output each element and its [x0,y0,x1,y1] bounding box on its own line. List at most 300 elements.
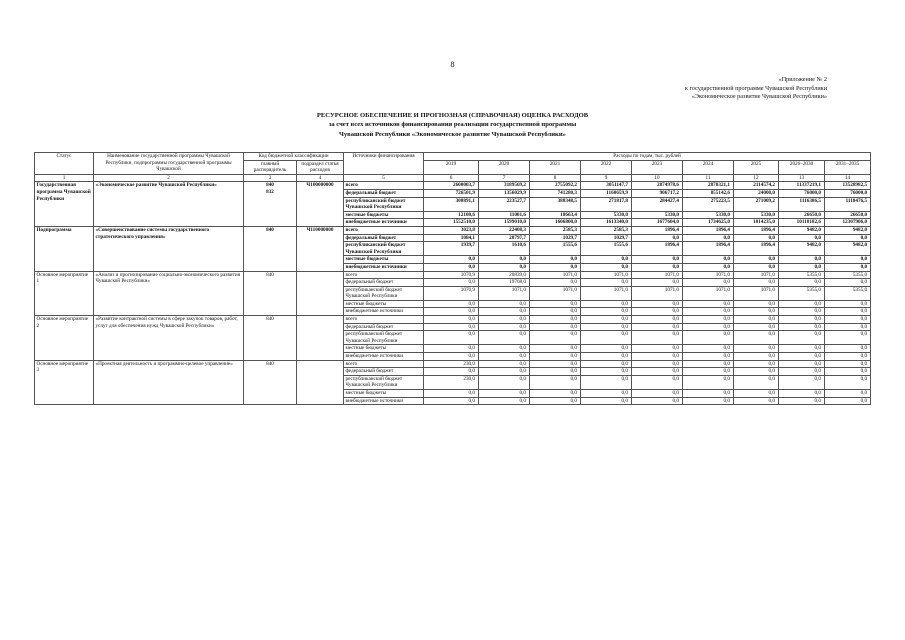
value-cell: 0,0 [424,353,479,361]
value-cell: 0,0 [530,308,581,316]
section-code-cell: Ч100000000 [297,182,344,227]
value-cell: 0,0 [683,397,734,405]
value-cell: 0,0 [683,345,734,353]
value-cell: 0,0 [530,263,581,271]
value-cell: 0,0 [825,263,871,271]
value-cell: 0,0 [683,263,734,271]
value-cell: 1071,0 [581,271,632,279]
appendix-note [685,76,827,102]
appendix-line: «Экономическое развитие Чувашской Республики» [691,93,827,101]
value-cell: 0,0 [632,234,683,242]
value-cell: 1071,0 [479,286,530,300]
name-cell: «Проектная деятельность и программно-целевое управление» [94,360,244,405]
value-cell: 0,0 [479,316,530,324]
value-cell: 5355,0 [779,271,825,279]
value-cell: 0,0 [479,360,530,368]
section-code-cell [297,360,344,405]
value-cell: 0,0 [479,397,530,405]
header-expenses: Расходы по годам, тыс. рублей [424,153,871,161]
value-cell: 1118476,5 [825,197,871,211]
grbs-code: 840 [266,226,274,233]
header-year: 2031–2035 [825,160,871,174]
value-cell: 0,0 [734,375,779,389]
source-cell: федеральный бюджет [344,279,424,287]
value-cell: 0,0 [424,323,479,331]
header-year: 2024 [683,160,734,174]
value-cell: 0,0 [779,234,825,242]
value-cell: 230,0 [424,375,479,389]
value-cell: 0,0 [581,345,632,353]
value-cell: 1071,0 [734,271,779,279]
value-cell: 0,0 [825,360,871,368]
value-cell: 0,0 [632,331,683,345]
value-cell: 906717,2 [632,189,683,197]
header-year: 2026–2030 [779,160,825,174]
value-cell: 0,0 [734,360,779,368]
value-cell: 0,0 [683,360,734,368]
header-sources: Источники финансирования [344,153,424,175]
column-number: 4 [297,174,344,182]
value-cell: 0,0 [734,300,779,308]
value-cell: 0,0 [530,353,581,361]
value-cell: 0,0 [683,353,734,361]
value-cell: 2870321,1 [683,182,734,190]
value-cell: 0,0 [479,353,530,361]
value-cell: 0,0 [734,256,779,264]
value-cell: 0,0 [530,323,581,331]
value-cell: 1606800,0 [530,219,581,227]
value-cell: 0,0 [825,375,871,389]
value-cell: 2755092,2 [530,182,581,190]
value-cell: 10118182,6 [779,219,825,227]
source-cell: местные бюджеты [344,256,424,264]
grbs-code: 840 [266,360,274,367]
value-cell: 1029,7 [581,234,632,242]
page-number: 8 [450,60,455,69]
value-cell: 0,0 [779,308,825,316]
value-cell: 0,0 [825,368,871,376]
value-cell: 0,0 [424,256,479,264]
value-cell: 1555,6 [530,242,581,256]
value-cell: 1552510,0 [424,219,479,227]
value-cell: 1896,4 [683,242,734,256]
value-cell: 0,0 [632,300,683,308]
column-number: 14 [825,174,871,182]
value-cell: 741280,3 [530,189,581,197]
value-cell: 223527,7 [479,197,530,211]
value-cell: 2585,3 [581,226,632,234]
value-cell: 1599010,0 [479,219,530,227]
value-cell: 0,0 [632,390,683,398]
value-cell: 22408,3 [479,226,530,234]
value-cell: 18663,4 [530,211,581,219]
value-cell: 1677604,0 [632,219,683,227]
value-cell: 0,0 [734,323,779,331]
value-cell: 2585,3 [530,226,581,234]
column-number: 12 [734,174,779,182]
column-number: 7 [479,174,530,182]
value-cell: 0,0 [530,360,581,368]
value-cell: 5355,0 [825,271,871,279]
source-cell: внебюджетные источники [344,219,424,227]
value-cell: 2114574,2 [734,182,779,190]
value-cell: 0,0 [825,316,871,324]
value-cell: 0,0 [632,345,683,353]
value-cell: 1555,6 [581,242,632,256]
header-section: подраздел статья расходов [297,160,344,174]
value-cell: 0,0 [779,345,825,353]
name-cell: «Развитие контрактной системы в сфере закупок товаров, работ, услуг для обеспечения нужд Чувашской Республики» [94,316,244,361]
value-cell: 275223,5 [683,197,734,211]
value-cell: 9482,0 [825,226,871,234]
value-cell: 5355,0 [779,286,825,300]
column-number: 9 [581,174,632,182]
value-cell: 0,0 [779,263,825,271]
column-number: 8 [530,174,581,182]
title-line: за счет всех источников финансирования реализации государственной программы [328,121,577,129]
value-cell: 1896,4 [734,226,779,234]
value-cell: 0,0 [479,263,530,271]
header-year: 2019 [424,160,479,174]
source-cell: федеральный бюджет [344,234,424,242]
status-cell: Основное мероприятие 2 [35,316,94,361]
value-cell: 0,0 [683,390,734,398]
value-cell: 0,0 [632,279,683,287]
source-cell: федеральный бюджет [344,323,424,331]
value-cell: 0,0 [479,300,530,308]
value-cell: 0,0 [779,316,825,324]
value-cell: 0,0 [581,256,632,264]
grbs-code: 840 [266,316,274,323]
source-cell: всего [344,271,424,279]
value-cell: 1896,4 [734,242,779,256]
value-cell: 0,0 [779,279,825,287]
value-cell: 1071,0 [683,271,734,279]
section-code-cell: Ч110000000 [297,226,344,271]
value-cell: 0,0 [530,316,581,324]
value-cell: 1160659,9 [581,189,632,197]
grbs-cell [244,182,297,227]
table-row [35,360,871,368]
source-cell: внебюджетные источники [344,353,424,361]
appendix-line: к государственной программе Чувашской Республики [684,84,827,92]
value-cell: 0,0 [734,345,779,353]
document-title [0,111,905,139]
value-cell: 76000,0 [825,189,871,197]
status-cell: Основное мероприятие 1 [35,271,94,316]
value-cell: 0,0 [825,345,871,353]
value-cell: 5330,0 [632,211,683,219]
column-number: 1 [35,174,94,182]
value-cell: 284427,4 [632,197,683,211]
value-cell: 855142,6 [683,189,734,197]
value-cell: 0,0 [779,300,825,308]
value-cell: 1896,4 [632,226,683,234]
header-grbs: главный распорядитель [244,160,297,174]
value-cell: 0,0 [632,256,683,264]
value-cell: 0,0 [632,353,683,361]
status-cell: Подпрограмма [35,226,94,271]
name-cell: «Анализ и прогнозирование социально-экономического развития Чувашской Республики» [94,271,244,316]
grbs-cell [244,271,297,316]
value-cell: 0,0 [632,360,683,368]
value-cell: 0,0 [683,375,734,389]
value-cell: 0,0 [683,323,734,331]
value-cell: 3051147,7 [581,182,632,190]
value-cell: 1814235,0 [734,219,779,227]
grbs-code: 840 [266,271,274,278]
value-cell: 0,0 [734,331,779,345]
value-cell: 0,0 [581,323,632,331]
value-cell: 230,0 [424,360,479,368]
value-cell: 0,0 [530,256,581,264]
source-cell: местные бюджеты [344,211,424,219]
column-number: 6 [424,174,479,182]
value-cell: 0,0 [581,375,632,389]
value-cell: 0,0 [825,300,871,308]
source-cell: республиканский бюджет Чувашской Республики [344,375,424,389]
grbs-code: 832 [266,188,274,195]
source-cell: всего [344,226,424,234]
table-row [35,271,871,279]
column-number: 13 [779,174,825,182]
value-cell: 1939,7 [424,242,479,256]
value-cell: 271009,2 [734,197,779,211]
value-cell: 0,0 [734,263,779,271]
value-cell: 0,0 [424,331,479,345]
value-cell: 0,0 [530,397,581,405]
source-cell: республиканский бюджет Чувашской Республики [344,286,424,300]
value-cell: 0,0 [683,234,734,242]
header-status: Статус [35,153,94,175]
value-cell: 0,0 [479,331,530,345]
section-code-cell [297,271,344,316]
value-cell: 0,0 [779,256,825,264]
value-cell: 0,0 [530,300,581,308]
value-cell: 0,0 [779,397,825,405]
value-cell: 0,0 [632,323,683,331]
source-cell: местные бюджеты [344,300,424,308]
value-cell: 0,0 [479,256,530,264]
value-cell: 0,0 [825,279,871,287]
value-cell: 0,0 [734,234,779,242]
value-cell: 271817,8 [581,197,632,211]
value-cell: 26650,0 [825,211,871,219]
header-year: 2023 [632,160,683,174]
value-cell: 0,0 [734,397,779,405]
value-cell: 0,0 [530,390,581,398]
value-cell: 0,0 [424,345,479,353]
grbs-cell [244,360,297,405]
header-year: 2021 [530,160,581,174]
value-cell: 5330,0 [734,211,779,219]
source-cell: федеральный бюджет [344,368,424,376]
source-cell: всего [344,316,424,324]
value-cell: 13528982,5 [825,182,871,190]
value-cell: 20797,7 [479,234,530,242]
value-cell: 0,0 [734,316,779,324]
source-cell: местные бюджеты [344,390,424,398]
value-cell: 1071,0 [734,286,779,300]
value-cell: 1071,0 [581,286,632,300]
value-cell: 1071,0 [632,271,683,279]
value-cell: 0,0 [683,368,734,376]
value-cell: 1734625,0 [683,219,734,227]
value-cell: 1070,9 [424,271,479,279]
value-cell: 0,0 [581,368,632,376]
column-number: 3 [244,174,297,182]
value-cell: 0,0 [779,323,825,331]
name-cell: «Экономическое развитие Чувашской Республики» [94,182,244,227]
value-cell: 1071,0 [530,271,581,279]
value-cell: 0,0 [479,368,530,376]
value-cell: 20839,0 [479,271,530,279]
source-cell: внебюджетные источники [344,263,424,271]
value-cell: 11337219,1 [779,182,825,190]
value-cell: 0,0 [479,345,530,353]
value-cell: 0,0 [424,263,479,271]
value-cell: 0,0 [424,368,479,376]
value-cell: 0,0 [530,331,581,345]
value-cell: 19768,0 [479,279,530,287]
value-cell: 0,0 [581,279,632,287]
value-cell: 0,0 [779,331,825,345]
value-cell: 0,0 [683,279,734,287]
table-row [35,316,871,324]
title-line: Чувашской Республики «Экономическое развитие Чувашской Республики» [339,130,566,138]
value-cell: 0,0 [632,397,683,405]
value-cell: 0,0 [581,353,632,361]
value-cell: 76000,0 [779,189,825,197]
value-cell: 0,0 [479,323,530,331]
value-cell: 0,0 [825,323,871,331]
section-code-cell [297,316,344,361]
source-cell: республиканский бюджет Чувашской Республики [344,331,424,345]
value-cell: 0,0 [581,360,632,368]
value-cell: 3189569,2 [479,182,530,190]
header-year: 2025 [734,160,779,174]
value-cell: 0,0 [479,390,530,398]
value-cell: 1896,4 [632,242,683,256]
value-cell: 0,0 [779,360,825,368]
value-cell: 0,0 [424,308,479,316]
value-cell: 726501,9 [424,189,479,197]
value-cell: 0,0 [683,308,734,316]
value-cell: 11001,6 [479,211,530,219]
source-cell: всего [344,360,424,368]
title-line: РЕСУРСНОЕ ОБЕСПЕЧЕНИЕ И ПРОГНОЗНАЯ (СПРАВОЧНАЯ) ОЦЕНКА РАСХОДОВ [316,112,589,119]
appendix-line: «Приложение № 2 [778,76,827,83]
column-number-row [35,174,871,182]
value-cell: 1610,6 [479,242,530,256]
header-name: Наименование государственной программы Чувашской Республики, подпрограммы государственной программы Чувашской [94,153,244,175]
value-cell: 0,0 [825,353,871,361]
value-cell: 0,0 [779,368,825,376]
value-cell: 0,0 [825,234,871,242]
value-cell: 0,0 [683,256,734,264]
value-cell: 0,0 [530,345,581,353]
value-cell: 1613340,0 [581,219,632,227]
value-cell: 0,0 [825,331,871,345]
value-cell: 1896,4 [683,226,734,234]
value-cell: 0,0 [734,279,779,287]
value-cell: 5355,0 [825,286,871,300]
value-cell: 1071,0 [632,286,683,300]
header-year: 2020 [479,160,530,174]
value-cell: 0,0 [581,316,632,324]
column-number: 10 [632,174,683,182]
source-cell: внебюджетные источники [344,308,424,316]
value-cell: 0,0 [683,331,734,345]
value-cell: 0,0 [424,300,479,308]
source-cell: местные бюджеты [344,345,424,353]
value-cell: 0,0 [825,308,871,316]
table-row [35,182,871,190]
grbs-cell [244,226,297,271]
table-row [35,226,871,234]
value-cell: 26650,0 [779,211,825,219]
value-cell: 0,0 [734,353,779,361]
value-cell: 0,0 [632,308,683,316]
header-year: 2022 [581,160,632,174]
value-cell: 1071,0 [530,286,581,300]
value-cell: 0,0 [779,390,825,398]
value-cell: 0,0 [632,263,683,271]
value-cell: 1116386,5 [779,197,825,211]
value-cell: 0,0 [825,390,871,398]
value-cell: 5330,0 [581,211,632,219]
value-cell: 12307906,0 [825,219,871,227]
name-cell: «Совершенствование системы государственного стратегического управления» [94,226,244,271]
value-cell: 388348,5 [530,197,581,211]
value-cell: 9482,0 [825,242,871,256]
source-cell: федеральный бюджет [344,189,424,197]
value-cell: 2874978,6 [632,182,683,190]
value-cell: 5330,0 [683,211,734,219]
value-cell: 0,0 [632,368,683,376]
status-cell: Государственная программа Чувашской Республики [35,182,94,227]
source-cell: республиканский бюджет Чувашской Республики [344,197,424,211]
column-number: 5 [344,174,424,182]
value-cell: 0,0 [683,300,734,308]
value-cell: 0,0 [632,316,683,324]
value-cell: 1071,0 [683,286,734,300]
value-cell: 0,0 [779,353,825,361]
column-number: 11 [683,174,734,182]
value-cell: 24000,0 [734,189,779,197]
source-cell: всего [344,182,424,190]
value-cell: 1084,1 [424,234,479,242]
grbs-code: 840 [266,182,274,189]
value-cell: 0,0 [825,256,871,264]
header-row [35,153,871,161]
value-cell: 0,0 [479,375,530,389]
value-cell: 2600003,7 [424,182,479,190]
value-cell: 3023,8 [424,226,479,234]
value-cell: 1356029,9 [479,189,530,197]
status-cell: Основное мероприятие 3 [35,360,94,405]
value-cell: 0,0 [424,279,479,287]
value-cell: 0,0 [734,308,779,316]
value-cell: 0,0 [581,390,632,398]
value-cell: 0,0 [683,316,734,324]
value-cell: 0,0 [424,390,479,398]
value-cell: 0,0 [530,279,581,287]
value-cell: 0,0 [581,397,632,405]
value-cell: 0,0 [581,300,632,308]
value-cell: 1070,9 [424,286,479,300]
value-cell: 1029,7 [530,234,581,242]
